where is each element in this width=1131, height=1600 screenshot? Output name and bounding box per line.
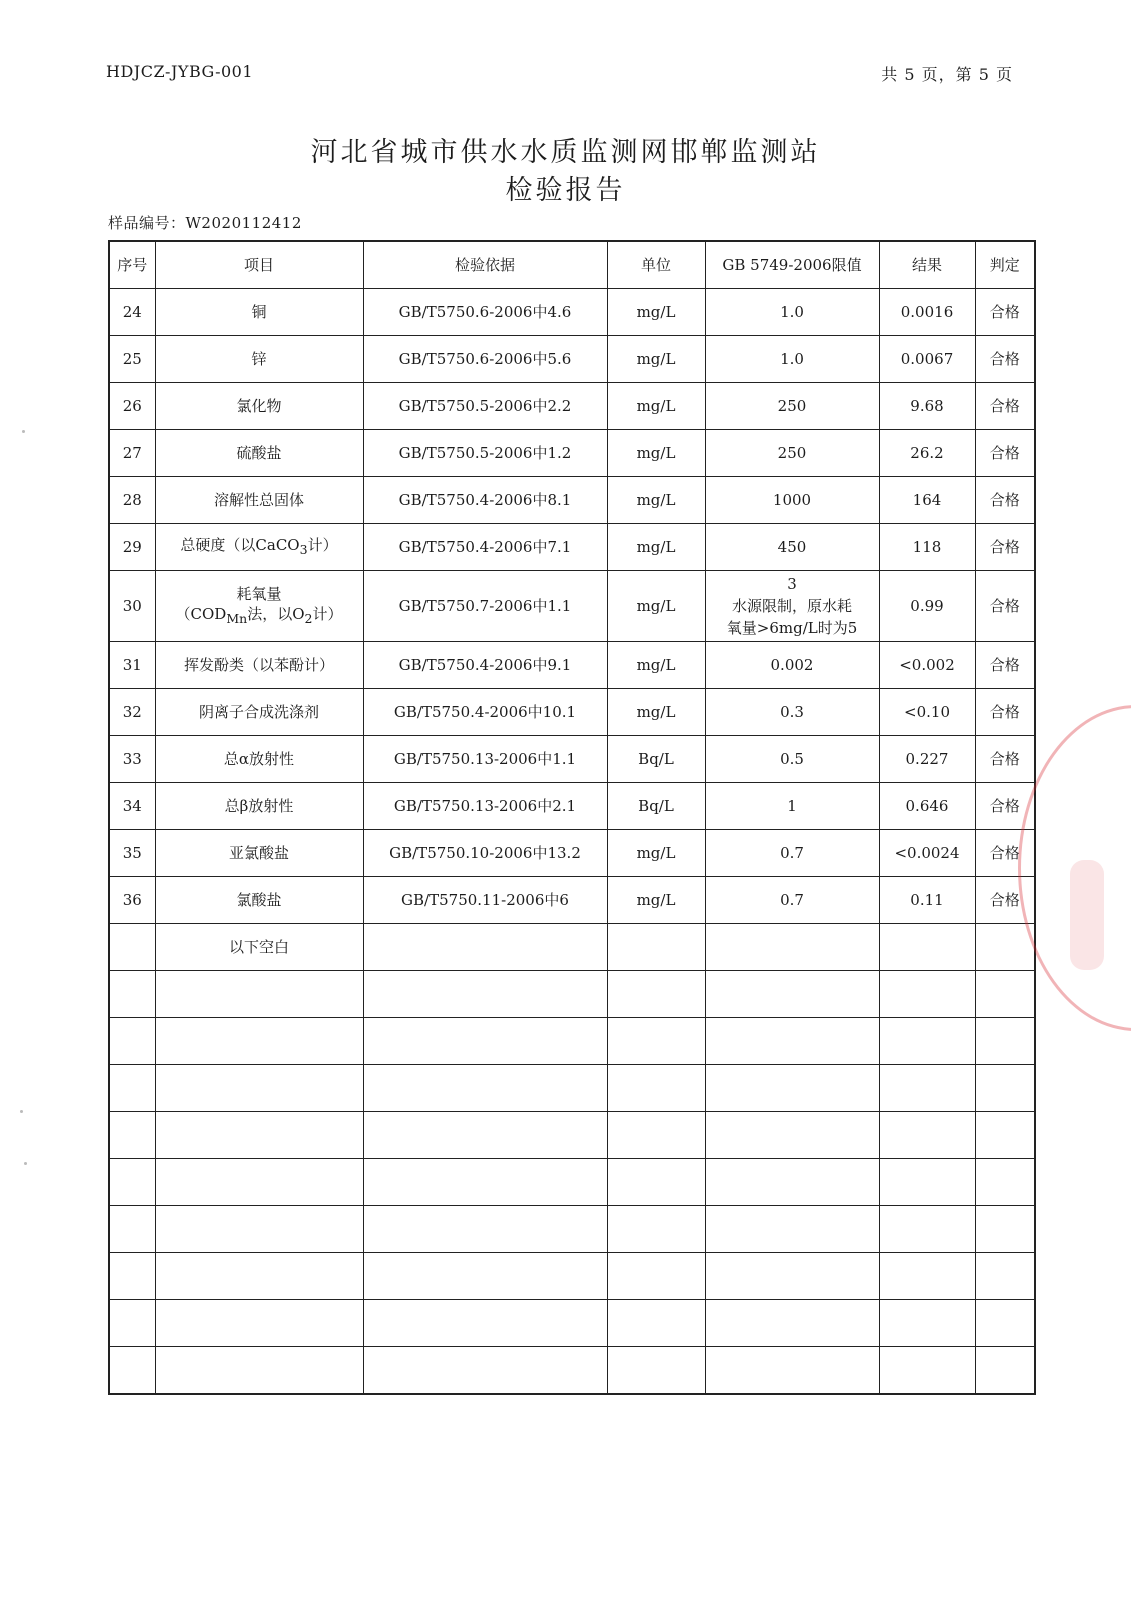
- cell-verdict: 合格: [975, 383, 1035, 430]
- cell-empty: [879, 1206, 975, 1253]
- cell-no: 31: [109, 642, 155, 689]
- cell-method: GB/T5750.13-2006中1.1: [363, 736, 607, 783]
- cell-empty: [705, 1300, 879, 1347]
- header-method: 检验依据: [363, 241, 607, 289]
- cell-empty: [607, 1065, 705, 1112]
- cell-verdict: 合格: [975, 336, 1035, 383]
- header-unit: 单位: [607, 241, 705, 289]
- cell-empty: [363, 1159, 607, 1206]
- item-line: [158, 604, 361, 629]
- item-text: 计）: [312, 604, 343, 623]
- item-text: （COD: [175, 604, 227, 623]
- cell-empty: [607, 1018, 705, 1065]
- cell-empty: [607, 1112, 705, 1159]
- cell-method: GB/T5750.5-2006中1.2: [363, 430, 607, 477]
- cell-empty: [975, 1159, 1035, 1206]
- item-text: 法，以O: [247, 604, 305, 623]
- item-subscript: Mn: [226, 610, 248, 626]
- cell-item: 氯化物: [155, 383, 363, 430]
- cell-item: 总α放射性: [155, 736, 363, 783]
- cell-empty: [607, 1347, 705, 1395]
- cell-empty: [363, 1112, 607, 1159]
- cell-empty: [879, 1159, 975, 1206]
- cell-unit: mg/L: [607, 642, 705, 689]
- cell-empty: [975, 1018, 1035, 1065]
- cell-result: 0.646: [879, 783, 975, 830]
- table-row: [109, 689, 1035, 736]
- cell-verdict: 合格: [975, 524, 1035, 571]
- cell-limit: 0.7: [705, 877, 879, 924]
- cell-verdict: 合格: [975, 877, 1035, 924]
- table-row: [109, 430, 1035, 477]
- cell-result: 26.2: [879, 430, 975, 477]
- cell-empty: [975, 1253, 1035, 1300]
- cell-empty: [109, 1347, 155, 1395]
- cell-empty: [109, 971, 155, 1018]
- cell-empty: [607, 971, 705, 1018]
- cell-limit: 450: [705, 524, 879, 571]
- cell-empty: [109, 1206, 155, 1253]
- cell-empty: [879, 971, 975, 1018]
- cell-empty: [155, 1018, 363, 1065]
- cell-item: 铜: [155, 289, 363, 336]
- limit-line: 氧量>6mg/L时为5: [726, 619, 858, 637]
- cell-empty: [109, 1018, 155, 1065]
- cell-empty: [155, 971, 363, 1018]
- cell-limit: 0.002: [705, 642, 879, 689]
- cell-empty: [975, 1206, 1035, 1253]
- cell-empty: [155, 1159, 363, 1206]
- cell-empty: [705, 1112, 879, 1159]
- cell-item: 锌: [155, 336, 363, 383]
- cell-empty: [109, 1253, 155, 1300]
- cell-empty: [705, 1206, 879, 1253]
- report-title: 河北省城市供水水质监测网邯郸监测站: [310, 137, 821, 168]
- cell-empty: [607, 1253, 705, 1300]
- cell-result: <0.10: [879, 689, 975, 736]
- cell-no: 29: [109, 524, 155, 571]
- blank-note: 以下空白: [155, 924, 363, 971]
- cell-limit: 1: [705, 783, 879, 830]
- cell-unit: mg/L: [607, 289, 705, 336]
- cell-method: GB/T5750.6-2006中5.6: [363, 336, 607, 383]
- seal-fragment: [1070, 860, 1104, 970]
- cell-no: 32: [109, 689, 155, 736]
- cell-empty: [975, 924, 1035, 971]
- cell-empty: [879, 1018, 975, 1065]
- cell-limit: 1000: [705, 477, 879, 524]
- cell-empty: [879, 1253, 975, 1300]
- cell-empty: [363, 924, 607, 971]
- cell-verdict: 合格: [975, 477, 1035, 524]
- cell-limit: [705, 571, 879, 642]
- cell-empty: [607, 1300, 705, 1347]
- cell-unit: mg/L: [607, 430, 705, 477]
- scan-speck: [24, 1162, 27, 1165]
- cell-no: 24: [109, 289, 155, 336]
- cell-verdict: 合格: [975, 642, 1035, 689]
- sample-number: [108, 212, 302, 233]
- cell-method: GB/T5750.4-2006中7.1: [363, 524, 607, 571]
- item-text: 总硬度（以CaCO: [180, 535, 300, 554]
- empty-row: [109, 1206, 1035, 1253]
- cell-verdict: 合格: [975, 689, 1035, 736]
- cell-method: GB/T5750.10-2006中13.2: [363, 830, 607, 877]
- cell-empty: [975, 1112, 1035, 1159]
- item-subscript: 3: [299, 541, 308, 557]
- table-row: [109, 477, 1035, 524]
- blank-note-row: [109, 924, 1035, 971]
- cell-empty: [363, 1018, 607, 1065]
- cell-empty: [879, 1065, 975, 1112]
- cell-unit: mg/L: [607, 336, 705, 383]
- cell-item: [155, 571, 363, 642]
- inspection-table: [108, 240, 1036, 1395]
- cell-verdict: 合格: [975, 783, 1035, 830]
- cell-limit: 0.5: [705, 736, 879, 783]
- empty-row: [109, 1159, 1035, 1206]
- cell-item: 挥发酚类（以苯酚计）: [155, 642, 363, 689]
- cell-limit: 1.0: [705, 289, 879, 336]
- sample-number-value: W2020112412: [185, 214, 302, 232]
- cell-method: GB/T5750.7-2006中1.1: [363, 571, 607, 642]
- cell-unit: Bq/L: [607, 783, 705, 830]
- table-row: [109, 383, 1035, 430]
- cell-empty: [363, 1347, 607, 1395]
- cell-empty: [705, 1159, 879, 1206]
- cell-no: 28: [109, 477, 155, 524]
- cell-empty: [879, 1347, 975, 1395]
- cell-empty: [109, 1112, 155, 1159]
- table-row: [109, 783, 1035, 830]
- cell-limit: 0.7: [705, 830, 879, 877]
- cell-empty: [975, 1347, 1035, 1395]
- cell-limit: 0.3: [705, 689, 879, 736]
- report-subtitle: 检验报告: [505, 175, 626, 206]
- cell-result: <0.0024: [879, 830, 975, 877]
- cell-empty: [879, 1112, 975, 1159]
- cell-method: GB/T5750.5-2006中2.2: [363, 383, 607, 430]
- empty-row: [109, 1112, 1035, 1159]
- cell-empty: [975, 971, 1035, 1018]
- cell-no: 35: [109, 830, 155, 877]
- cell-empty: [155, 1112, 363, 1159]
- table-header-row: [109, 241, 1035, 289]
- table-row: [109, 571, 1035, 642]
- cell-empty: [705, 971, 879, 1018]
- cell-no: 25: [109, 336, 155, 383]
- cell-no: 30: [109, 571, 155, 642]
- cell-empty: [607, 1206, 705, 1253]
- cell-empty: [155, 1300, 363, 1347]
- cell-empty: [879, 1300, 975, 1347]
- cell-verdict: 合格: [975, 289, 1035, 336]
- cell-no: 27: [109, 430, 155, 477]
- cell-empty: [975, 1300, 1035, 1347]
- cell-result: 0.0067: [879, 336, 975, 383]
- cell-result: 0.227: [879, 736, 975, 783]
- header-no: 序号: [109, 241, 155, 289]
- cell-result: 118: [879, 524, 975, 571]
- cell-empty: [109, 1300, 155, 1347]
- cell-method: GB/T5750.4-2006中9.1: [363, 642, 607, 689]
- cell-item: 氯酸盐: [155, 877, 363, 924]
- cell-empty: [607, 924, 705, 971]
- cell-method: GB/T5750.11-2006中6: [363, 877, 607, 924]
- header-limit: GB 5749-2006限值: [705, 241, 879, 289]
- cell-empty: [879, 924, 975, 971]
- table-row: [109, 336, 1035, 383]
- cell-empty: [109, 1159, 155, 1206]
- cell-no: 26: [109, 383, 155, 430]
- cell-empty: [607, 1159, 705, 1206]
- cell-method: GB/T5750.13-2006中2.1: [363, 783, 607, 830]
- table-row: [109, 877, 1035, 924]
- table-row: [109, 642, 1035, 689]
- cell-empty: [705, 924, 879, 971]
- cell-unit: mg/L: [607, 689, 705, 736]
- cell-method: GB/T5750.4-2006中8.1: [363, 477, 607, 524]
- cell-verdict: 合格: [975, 736, 1035, 783]
- cell-empty: [363, 971, 607, 1018]
- cell-result: <0.002: [879, 642, 975, 689]
- cell-empty: [155, 1347, 363, 1395]
- empty-row: [109, 1300, 1035, 1347]
- cell-item: 溶解性总固体: [155, 477, 363, 524]
- cell-no: 34: [109, 783, 155, 830]
- cell-method: GB/T5750.4-2006中10.1: [363, 689, 607, 736]
- cell-no: 33: [109, 736, 155, 783]
- cell-unit: mg/L: [607, 524, 705, 571]
- cell-item: 总β放射性: [155, 783, 363, 830]
- cell-no: 36: [109, 877, 155, 924]
- cell-verdict: 合格: [975, 571, 1035, 642]
- table-row: [109, 736, 1035, 783]
- limit-line: 3: [787, 575, 797, 593]
- cell-result: 0.0016: [879, 289, 975, 336]
- cell-method: GB/T5750.6-2006中4.6: [363, 289, 607, 336]
- cell-unit: mg/L: [607, 830, 705, 877]
- cell-empty: [363, 1065, 607, 1112]
- cell-item: 亚氯酸盐: [155, 830, 363, 877]
- cell-empty: [975, 1065, 1035, 1112]
- cell-limit: 250: [705, 430, 879, 477]
- cell-unit: mg/L: [607, 477, 705, 524]
- cell-result: 164: [879, 477, 975, 524]
- cell-empty: [705, 1347, 879, 1395]
- cell-empty: [155, 1206, 363, 1253]
- cell-empty: [705, 1253, 879, 1300]
- page-number: 共 5 页，第 5 页: [881, 65, 1013, 84]
- cell-empty: [705, 1018, 879, 1065]
- cell-empty: [155, 1253, 363, 1300]
- cell-verdict: 合格: [975, 830, 1035, 877]
- cell-empty: [109, 924, 155, 971]
- cell-empty: [705, 1065, 879, 1112]
- cell-result: 0.99: [879, 571, 975, 642]
- header-item: 项目: [155, 241, 363, 289]
- empty-row: [109, 1018, 1035, 1065]
- cell-empty: [363, 1206, 607, 1253]
- item-line: 耗氧量: [236, 584, 282, 603]
- cell-item: 硫酸盐: [155, 430, 363, 477]
- cell-empty: [109, 1065, 155, 1112]
- cell-item: [155, 524, 363, 571]
- cell-limit: 1.0: [705, 336, 879, 383]
- limit-line: 水源限制，原水耗: [731, 597, 852, 615]
- table-row: [109, 830, 1035, 877]
- scan-speck: [22, 430, 25, 433]
- cell-unit: mg/L: [607, 571, 705, 642]
- cell-result: 0.11: [879, 877, 975, 924]
- cell-item: 阴离子合成洗涤剂: [155, 689, 363, 736]
- item-subscript: 2: [304, 610, 313, 626]
- sample-number-label: 样品编号：: [108, 214, 186, 232]
- empty-row: [109, 1253, 1035, 1300]
- cell-limit: 250: [705, 383, 879, 430]
- cell-verdict: 合格: [975, 430, 1035, 477]
- empty-row: [109, 1347, 1035, 1395]
- scan-speck: [20, 1110, 23, 1113]
- table-row: [109, 289, 1035, 336]
- header-verdict: 判定: [975, 241, 1035, 289]
- item-text: 计）: [307, 535, 338, 554]
- cell-unit: mg/L: [607, 877, 705, 924]
- cell-result: 9.68: [879, 383, 975, 430]
- empty-row: [109, 1065, 1035, 1112]
- cell-unit: Bq/L: [607, 736, 705, 783]
- empty-row: [109, 971, 1035, 1018]
- cell-unit: mg/L: [607, 383, 705, 430]
- cell-empty: [363, 1253, 607, 1300]
- table-row: [109, 524, 1035, 571]
- cell-empty: [155, 1065, 363, 1112]
- document-code: HDJCZ-JYBG-001: [106, 62, 254, 81]
- cell-empty: [363, 1300, 607, 1347]
- header-result: 结果: [879, 241, 975, 289]
